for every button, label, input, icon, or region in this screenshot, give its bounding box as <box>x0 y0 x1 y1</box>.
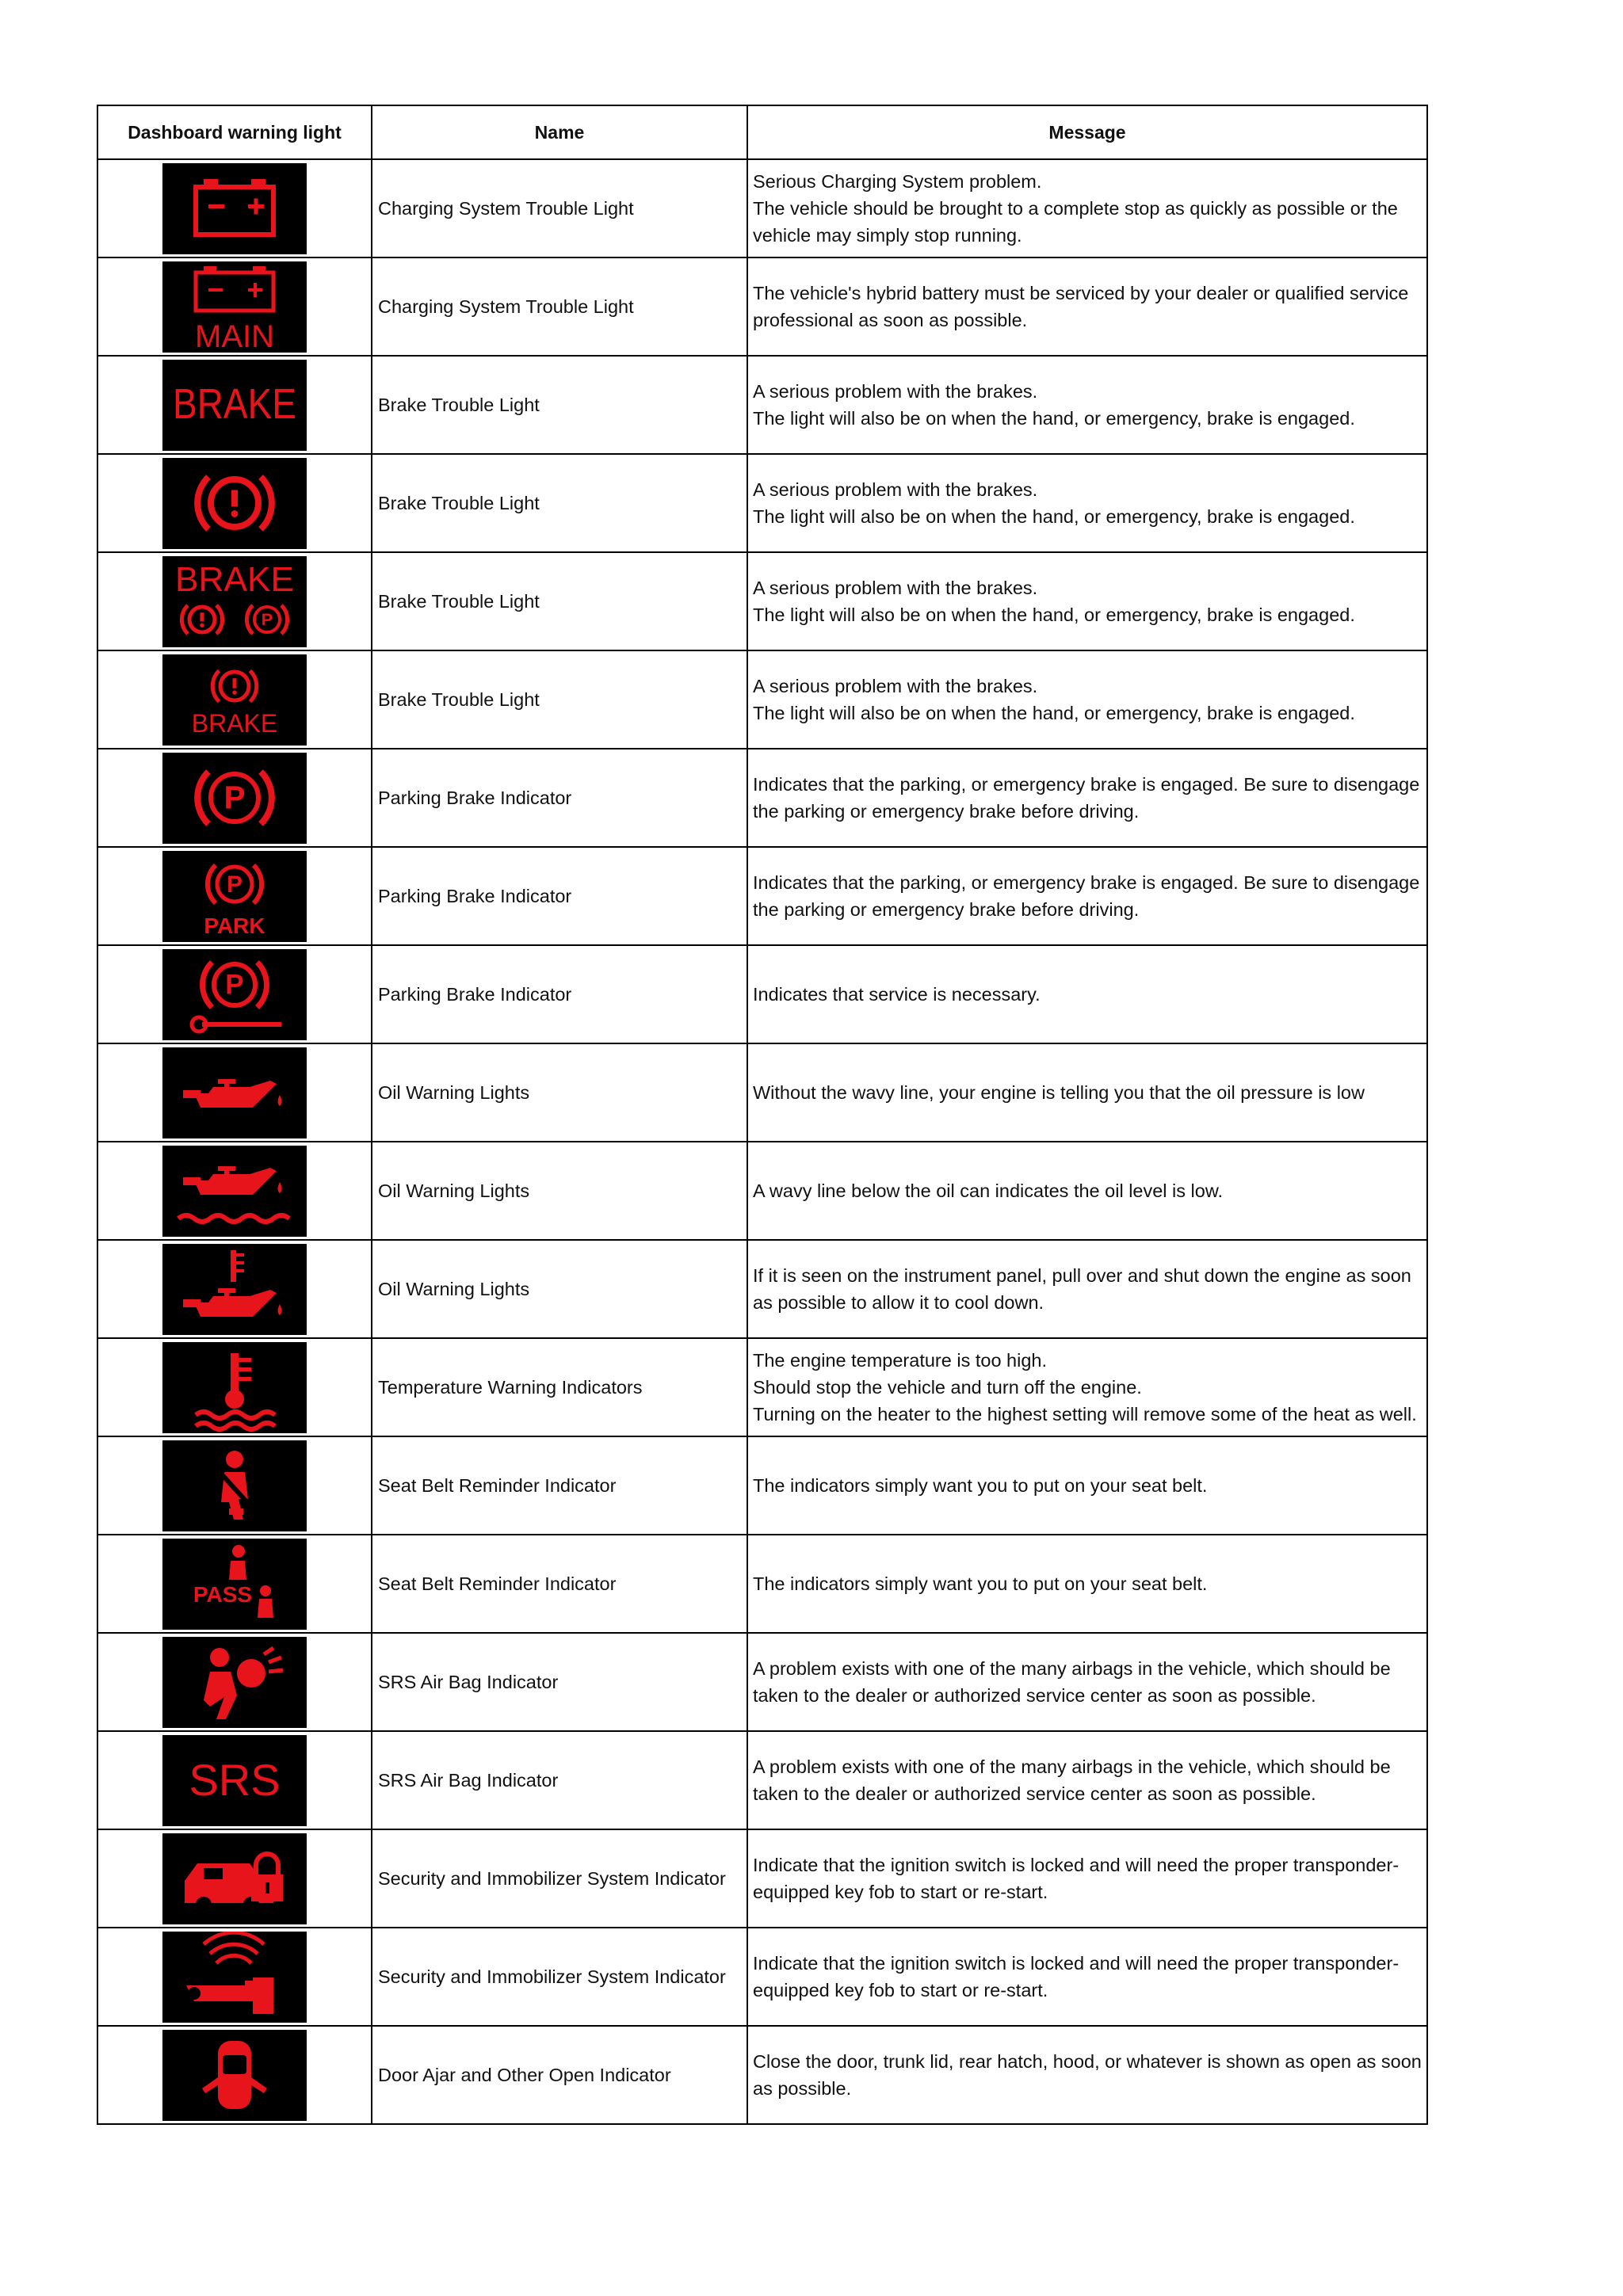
light-message: A serious problem with the brakes. The light will also be on when the hand, or emergency, brake is engaged. <box>753 381 1355 429</box>
table-row <box>97 1633 1427 1731</box>
light-message-wrapper <box>753 1142 1425 1239</box>
light-message-wrapper <box>753 1830 1425 1927</box>
temperature-icon <box>162 1342 307 1433</box>
table-row <box>97 1043 1427 1142</box>
brake-exclamation-text-icon <box>162 654 307 746</box>
light-message-wrapper <box>753 1241 1425 1337</box>
light-name: Brake Trouble Light <box>372 650 747 749</box>
light-name: Parking Brake Indicator <box>372 945 747 1043</box>
light-message-wrapper <box>753 553 1425 650</box>
light-message: The vehicle's hybrid battery must be serviced by your dealer or qualified service professional as soon as possible. <box>753 283 1409 330</box>
header-row <box>97 105 1427 159</box>
light-message-cell <box>747 1338 1427 1436</box>
light-name: Seat Belt Reminder Indicator <box>372 1535 747 1633</box>
warning-light-cell <box>97 1535 372 1633</box>
table-row <box>97 1535 1427 1633</box>
light-message-cell <box>747 1142 1427 1240</box>
light-message-wrapper <box>753 1437 1425 1534</box>
light-name: Brake Trouble Light <box>372 356 747 454</box>
light-message-wrapper <box>753 946 1425 1043</box>
light-message-wrapper <box>753 258 1425 355</box>
svg-text:BRAKE: BRAKE <box>191 708 278 738</box>
light-message-cell <box>747 2026 1427 2124</box>
oil-can-wavy-icon <box>162 1146 307 1237</box>
light-message-cell <box>747 749 1427 847</box>
table-row <box>97 749 1427 847</box>
light-name: Brake Trouble Light <box>372 552 747 650</box>
table-row <box>97 1731 1427 1829</box>
light-message: Indicates that the parking, or emergency brake is engaged. Be sure to disengage the parking or emergency brake before driving. <box>753 774 1420 822</box>
warning-light-cell <box>97 1240 372 1338</box>
table-row <box>97 257 1427 356</box>
light-message-wrapper <box>753 848 1425 944</box>
light-message: Indicates that service is necessary. <box>753 984 1041 1005</box>
light-name: Security and Immobilizer System Indicator <box>372 1829 747 1928</box>
table-row <box>97 159 1427 257</box>
car-lock-icon <box>162 1833 307 1924</box>
light-name: Charging System Trouble Light <box>372 257 747 356</box>
seat-belt-pass-icon <box>162 1539 307 1630</box>
light-message-cell <box>747 1928 1427 2026</box>
warning-light-cell <box>97 650 372 749</box>
warning-light-cell <box>97 847 372 945</box>
light-message-cell <box>747 1829 1427 1928</box>
light-message: Indicates that the parking, or emergency brake is engaged. Be sure to disengage the parking or emergency brake before driving. <box>753 872 1420 920</box>
table-row <box>97 1829 1427 1928</box>
light-message-wrapper <box>753 1535 1425 1632</box>
light-message: Indicate that the ignition switch is locked and will need the proper transponder-equipped key fob to start or re-start. <box>753 1953 1400 2000</box>
light-name: Seat Belt Reminder Indicator <box>372 1436 747 1535</box>
light-message-cell <box>747 159 1427 257</box>
warning-light-cell <box>97 1829 372 1928</box>
light-message-cell <box>747 650 1427 749</box>
light-name: Parking Brake Indicator <box>372 749 747 847</box>
header-icon-column: Dashboard warning light <box>97 105 372 159</box>
light-message: A problem exists with one of the many airbags in the vehicle, which should be taken to the dealer or authorized service center as soon as possible. <box>753 1658 1391 1706</box>
light-message: The indicators simply want you to put on your seat belt. <box>753 1475 1208 1496</box>
battery-icon <box>162 163 307 254</box>
light-message-wrapper <box>753 1044 1425 1141</box>
warning-light-cell <box>97 1731 372 1829</box>
light-message: A serious problem with the brakes. The light will also be on when the hand, or emergency, brake is engaged. <box>753 676 1355 723</box>
light-message-cell <box>747 1535 1427 1633</box>
light-message-wrapper <box>753 651 1425 748</box>
warning-light-cell <box>97 552 372 650</box>
light-message: Without the wavy line, your engine is telling you that the oil pressure is low <box>753 1082 1365 1103</box>
light-message-cell <box>747 552 1427 650</box>
svg-text:P: P <box>261 608 273 629</box>
warning-light-cell <box>97 1928 372 2026</box>
light-name: Parking Brake Indicator <box>372 847 747 945</box>
oil-can-icon <box>162 1047 307 1138</box>
light-name: Charging System Trouble Light <box>372 159 747 257</box>
light-message-cell <box>747 1043 1427 1142</box>
warning-light-cell <box>97 1436 372 1535</box>
light-message-cell <box>747 1240 1427 1338</box>
table-row <box>97 847 1427 945</box>
light-message-wrapper <box>753 749 1425 846</box>
light-message: If it is seen on the instrument panel, pull over and shut down the engine as soon as possible to allow it to cool down. <box>753 1265 1411 1313</box>
light-message-wrapper <box>753 1634 1425 1730</box>
svg-text:P: P <box>223 779 246 815</box>
light-name: Oil Warning Lights <box>372 1240 747 1338</box>
warning-light-cell <box>97 1043 372 1142</box>
svg-text:PASS: PASS <box>193 1581 253 1607</box>
door-ajar-icon <box>162 2030 307 2121</box>
warning-light-cell <box>97 257 372 356</box>
header-name-column: Name <box>372 105 747 159</box>
svg-text:SRS: SRS <box>189 1754 281 1805</box>
light-message-wrapper <box>753 357 1425 453</box>
light-name: SRS Air Bag Indicator <box>372 1731 747 1829</box>
light-message: The engine temperature is too high. Should stop the vehicle and turn off the engine. Turning on the heater to the highest setting will remove some of the heat as well. <box>753 1350 1417 1425</box>
battery-main-icon <box>162 261 307 353</box>
parking-brake-service-icon <box>162 949 307 1040</box>
light-name: Oil Warning Lights <box>372 1043 747 1142</box>
brake-exclamation-icon <box>162 458 307 549</box>
airbag-icon <box>162 1637 307 1728</box>
light-name: Temperature Warning Indicators <box>372 1338 747 1436</box>
light-name: Security and Immobilizer System Indicator <box>372 1928 747 2026</box>
warning-light-cell <box>97 159 372 257</box>
light-message: A wavy line below the oil can indicates the oil level is low. <box>753 1180 1224 1201</box>
light-message-wrapper <box>753 160 1425 257</box>
light-message-cell <box>747 1731 1427 1829</box>
light-message-wrapper <box>753 1732 1425 1829</box>
warning-light-cell <box>97 356 372 454</box>
table-row <box>97 2026 1427 2124</box>
light-message-cell <box>747 356 1427 454</box>
table-row <box>97 356 1427 454</box>
light-message-cell <box>747 257 1427 356</box>
oil-can-thermometer-icon <box>162 1244 307 1335</box>
light-name: SRS Air Bag Indicator <box>372 1633 747 1731</box>
light-message: Indicate that the ignition switch is locked and will need the proper transponder-equipped key fob to start or re-start. <box>753 1855 1400 1902</box>
table-row <box>97 650 1427 749</box>
light-message-cell <box>747 945 1427 1043</box>
warning-light-cell <box>97 945 372 1043</box>
light-message-cell <box>747 1436 1427 1535</box>
light-message-wrapper <box>753 455 1425 551</box>
svg-text:P: P <box>227 871 242 898</box>
table-row <box>97 1338 1427 1436</box>
header-message-column: Message <box>747 105 1427 159</box>
parking-brake-icon <box>162 753 307 844</box>
table-row <box>97 454 1427 552</box>
light-name: Brake Trouble Light <box>372 454 747 552</box>
svg-text:BRAKE: BRAKE <box>173 379 296 428</box>
brake-text-icon <box>162 360 307 451</box>
svg-text:PARK: PARK <box>204 913 265 938</box>
warning-light-cell <box>97 1338 372 1436</box>
seat-belt-icon <box>162 1440 307 1531</box>
table-row <box>97 1436 1427 1535</box>
warning-light-cell <box>97 454 372 552</box>
key-signal-icon <box>162 1932 307 2023</box>
brake-text-exclamation-park-icon <box>162 556 307 647</box>
warning-light-cell <box>97 2026 372 2124</box>
light-message: Close the door, trunk lid, rear hatch, hood, or whatever is shown as open as soon as possible. <box>753 2051 1422 2099</box>
light-message: Serious Charging System problem. The vehicle should be brought to a complete stop as quickly as possible or the vehicle may simply stop running. <box>753 171 1398 246</box>
light-message-wrapper <box>753 1928 1425 2025</box>
light-message-cell <box>747 454 1427 552</box>
warning-light-cell <box>97 749 372 847</box>
light-message-cell <box>747 1633 1427 1731</box>
warning-light-cell <box>97 1633 372 1731</box>
light-message-wrapper <box>753 2027 1425 2123</box>
light-message-wrapper <box>753 1339 1425 1436</box>
svg-text:BRAKE: BRAKE <box>175 559 294 599</box>
warning-lights-table <box>97 105 1428 2125</box>
svg-text:P: P <box>225 969 244 1001</box>
light-message: The indicators simply want you to put on your seat belt. <box>753 1573 1208 1594</box>
warning-light-cell <box>97 1142 372 1240</box>
light-message: A serious problem with the brakes. The light will also be on when the hand, or emergency, brake is engaged. <box>753 578 1355 625</box>
table-row <box>97 1142 1427 1240</box>
parking-brake-park-icon <box>162 851 307 942</box>
table-row <box>97 945 1427 1043</box>
srs-text-icon <box>162 1735 307 1826</box>
light-message: A problem exists with one of the many airbags in the vehicle, which should be taken to the dealer or authorized service center as soon as possible. <box>753 1756 1391 1804</box>
table-row <box>97 1240 1427 1338</box>
light-message-cell <box>747 847 1427 945</box>
svg-text:MAIN: MAIN <box>195 318 274 353</box>
light-name: Door Ajar and Other Open Indicator <box>372 2026 747 2124</box>
light-message: A serious problem with the brakes. The light will also be on when the hand, or emergency, brake is engaged. <box>753 479 1355 527</box>
table-row <box>97 1928 1427 2026</box>
table-row <box>97 552 1427 650</box>
light-name: Oil Warning Lights <box>372 1142 747 1240</box>
